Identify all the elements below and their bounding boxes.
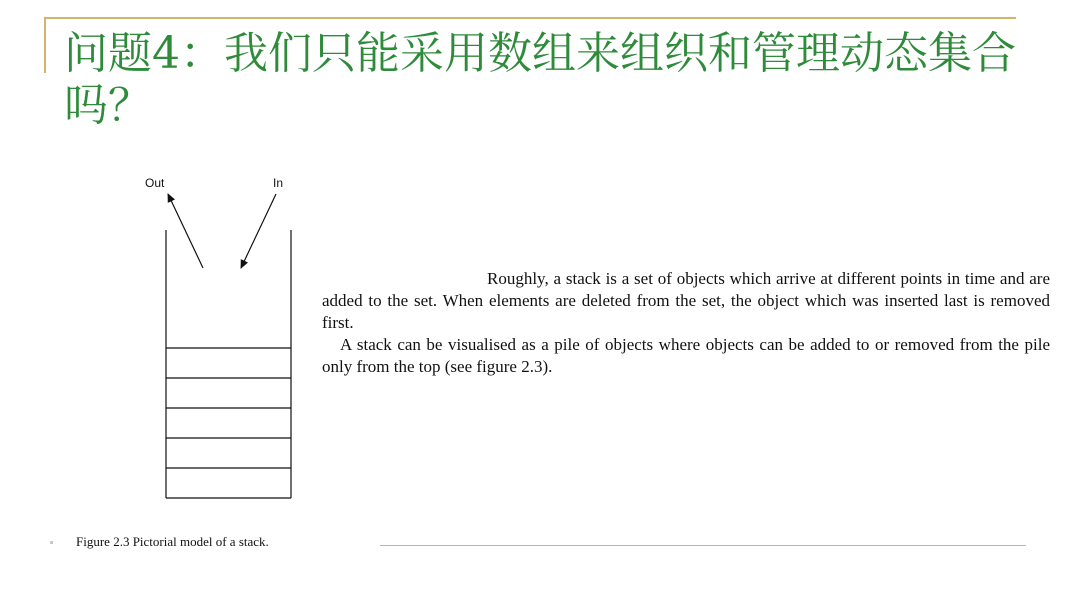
stack-diagram <box>130 170 320 510</box>
slide-frame-top-rule <box>44 17 1016 19</box>
paragraph-1: Roughly, a stack is a set of objects which arrive at different points in time and are added to the set. When elements are deleted from the set, the object which was inserted last is removed first. <box>322 269 1050 332</box>
figure-caption: Figure 2.3 Pictorial model of a stack. <box>76 534 269 549</box>
in-label: In <box>273 176 284 190</box>
out-arrow <box>168 194 203 268</box>
stack-slots <box>166 348 291 498</box>
out-label: Out <box>145 176 165 190</box>
slide-title: 问题4：我们只能采用数组来组织和管理动态集合吗？ <box>64 28 1016 131</box>
bullet-dot <box>50 541 53 544</box>
slide-frame-left-rule <box>44 17 46 73</box>
stack-description <box>322 268 1050 378</box>
paragraph-2: A stack can be visualised as a pile of objects where objects can be added to or removed from the pile only from the top (see figure 2.3). <box>322 335 1050 376</box>
in-arrow <box>241 194 276 268</box>
stack-figure <box>130 170 320 510</box>
caption-rule <box>380 545 1026 546</box>
